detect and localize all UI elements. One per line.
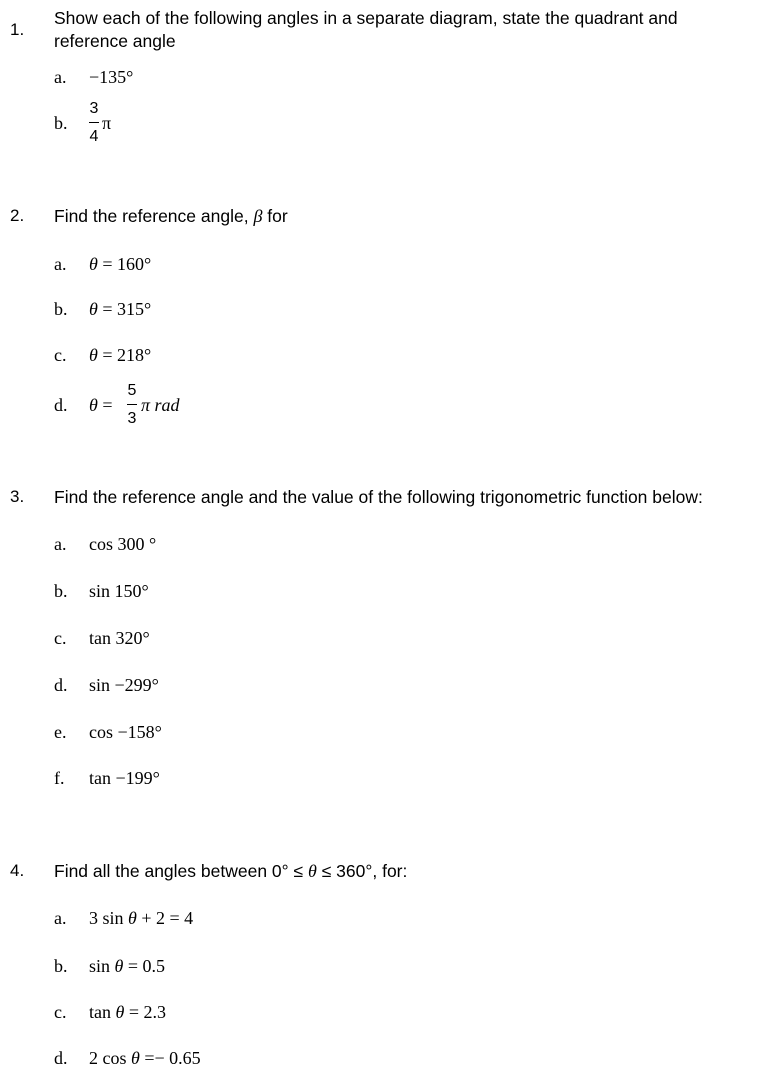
item-label: a. bbox=[54, 254, 67, 274]
item-label: b. bbox=[54, 956, 68, 976]
item-expression: −135° bbox=[89, 67, 134, 87]
item-expression: cos −158° bbox=[89, 722, 162, 742]
item-label: c. bbox=[54, 628, 67, 648]
item-expression: tan 320° bbox=[89, 628, 150, 648]
question-text: Find the reference angle and the value of the following trigonometric function below: bbox=[54, 487, 703, 507]
item-label: e. bbox=[54, 722, 67, 742]
item-expression: θ = 315° bbox=[89, 299, 152, 319]
item-expression: sin −299° bbox=[89, 675, 159, 695]
fraction-denominator: 3 bbox=[127, 410, 137, 427]
fraction-numerator: 3 bbox=[89, 100, 99, 117]
item-expression: cos 300 ° bbox=[89, 534, 157, 554]
question-number: 2. bbox=[10, 206, 25, 225]
item-expression: sin 150° bbox=[89, 581, 149, 601]
question-number: 3. bbox=[10, 487, 25, 506]
item-expression: tan θ = 2.3 bbox=[89, 1002, 166, 1022]
question-number: 4. bbox=[10, 861, 25, 880]
item-label: d. bbox=[54, 1048, 68, 1068]
item-label: a. bbox=[54, 908, 67, 928]
item-label: d. bbox=[54, 395, 68, 415]
question-text: reference angle bbox=[54, 31, 176, 51]
fraction-bar bbox=[127, 404, 137, 405]
item-label: b. bbox=[54, 299, 68, 319]
fraction-bar bbox=[89, 122, 99, 123]
question-text: Show each of the following angles in a separate diagram, state the quadrant and bbox=[54, 8, 678, 28]
item-expression: 2 cos θ =− 0.65 bbox=[89, 1048, 201, 1068]
item-label: b. bbox=[54, 113, 68, 133]
item-expression: θ = 218° bbox=[89, 345, 152, 365]
item-label: f. bbox=[54, 768, 65, 788]
item-expression: tan −199° bbox=[89, 768, 160, 788]
item-expression: 3 sin θ + 2 = 4 bbox=[89, 908, 194, 928]
item-label: d. bbox=[54, 675, 68, 695]
question-number: 1. bbox=[10, 20, 25, 39]
item-label: b. bbox=[54, 581, 68, 601]
fraction-numerator: 5 bbox=[127, 382, 137, 399]
item-expression: π bbox=[102, 113, 112, 133]
question-text: Find the reference angle, β for bbox=[54, 206, 288, 226]
question-text: Find all the angles between 0° ≤ θ ≤ 360°, for: bbox=[54, 861, 408, 881]
item-label: c. bbox=[54, 345, 67, 365]
item-label: c. bbox=[54, 1002, 67, 1022]
item-expression: sin θ = 0.5 bbox=[89, 956, 166, 976]
item-label: a. bbox=[54, 67, 67, 87]
fraction-denominator: 4 bbox=[89, 128, 99, 145]
item-label: a. bbox=[54, 534, 67, 554]
item-expression: θ = bbox=[89, 395, 113, 415]
item-expression: θ = 160° bbox=[89, 254, 152, 274]
item-expression: π rad bbox=[141, 395, 180, 415]
